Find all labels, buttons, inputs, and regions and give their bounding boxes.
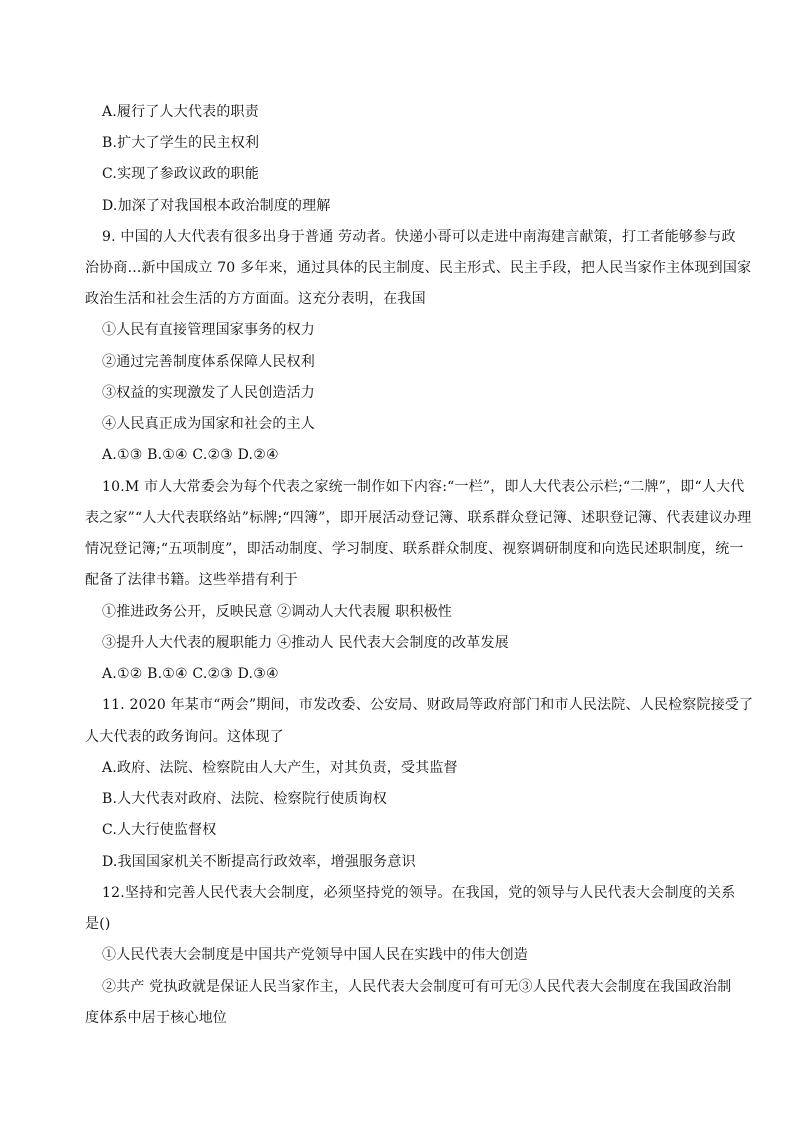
q9-answers: A.①③ B.①④ C.②③ D.②④ [102,447,279,463]
q9-item-4: ④人民真正成为国家和社会的主人 [102,416,315,432]
q8-option-a: A.履行了人大代表的职责 [102,104,259,120]
q10-stem-line-1: 10.M 市人大常委会为每个代表之家统一制作如下内容:“一栏”，即人大代表公示栏;“二牌”，即“人大代 [102,479,745,495]
q11-option-a: A.政府、法院、检察院由人大产生，对其负责，受其监督 [102,760,458,776]
q12-stem-line-1: 12.坚持和完善人民代表大会制度，必须坚持党的领导。在我国，党的领导与人民代表大会制度的关系 [102,885,736,901]
q10-stem-line-3: 情况登记簿;“五项制度”，即活动制度、学习制度、联系群众制度、视察调研制度和向选民述职制度，统一 [85,541,744,557]
q9-stem-line-1: 9. 中国的人大代表有很多出身于普通 劳动者。快递小哥可以走进中南海建言献策，打工者能够参与政 [102,229,736,245]
q10-items-row-2: ③提升人大代表的履职能力 ④推动人 民代表大会制度的改革发展 [102,635,509,651]
q8-option-b: B.扩大了学生的民主权利 [102,135,260,151]
q12-item-3-cont: 度体系中居于核心地位 [85,1010,227,1026]
q9-item-1: ①人民有直接管理国家事务的权力 [102,322,315,338]
q11-stem-line-1: 11. 2020 年某市“两会”期间，市发改委、公安局、财政局等政府部门和市人民法院、人民检察院接受了 [102,697,754,713]
q9-stem-line-2: 治协商...新中国成立 70 多年来，通过具体的民主制度、民主形式、民主手段，把人民当家作主体现到国家 [85,260,752,276]
q9-item-2: ②通过完善制度体系保障人民权利 [102,354,315,370]
q11-option-c: C.人大行使监督权 [102,822,217,838]
q11-stem-line-2: 人大代表的政务询问。这体现了 [85,729,284,745]
q8-option-d: D.加深了对我国根本政治制度的理解 [102,198,331,214]
q10-answers: A.①② B.①④ C.②③ D.③④ [102,666,279,682]
q12-stem-line-2: 是() [85,916,111,932]
q11-option-b: B.人大代表对政府、法院、检察院行使质询权 [102,791,387,807]
q11-option-d: D.我国国家机关不断提高行政效率，增强服务意识 [102,854,416,870]
q9-item-3: ③权益的实现激发了人民创造活力 [102,385,315,401]
q9-stem-line-3: 政治生活和社会生活的方方面面。这充分表明，在我国 [85,291,426,307]
q10-stem-line-4: 配备了法律书籍。这些举措有利于 [85,572,298,588]
q12-item-2-3: ②共产 党执政就是保证人民当家作主，人民代表大会制度可有可无③人民代表大会制度在我国政治制 [102,979,732,995]
q10-stem-line-2: 表之家”“人大代表联络站”标牌;“四簿”，即开展活动登记簿、联系群众登记簿、述职登记簿、代表建议办理 [85,510,752,526]
q12-item-1: ①人民代表大会制度是中国共产党领导中国人民在实践中的伟大创造 [102,947,528,963]
q8-option-c: C.实现了参政议政的职能 [102,166,260,182]
q10-items-row-1: ①推进政务公开，反映民意 ②调动人大代表履 职积极性 [102,604,453,620]
